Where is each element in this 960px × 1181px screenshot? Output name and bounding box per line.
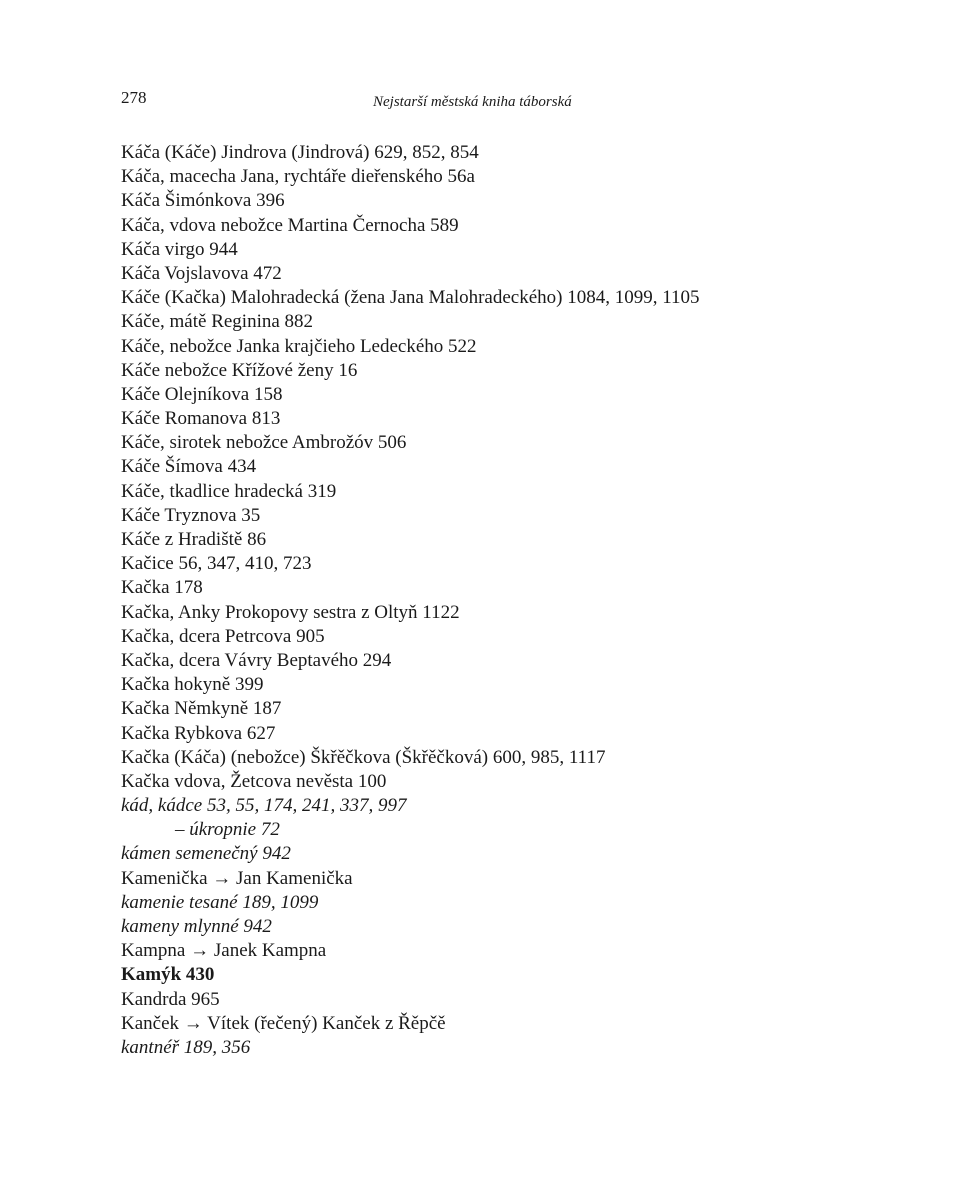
index-entry: kamenie tesané 189, 1099 bbox=[121, 891, 319, 913]
index-entry: Kačka Rybkova 627 bbox=[121, 722, 276, 744]
index-entry: Káče (Kačka) Malohradecká (žena Jana Malohradeckého) 1084, 1099, 1105 bbox=[121, 287, 700, 309]
page-number: 278 bbox=[121, 88, 147, 107]
index-entry-highlighted: Kamýk 430 bbox=[121, 964, 215, 986]
index-entry: Kamenička → Jan Kamenička bbox=[121, 867, 353, 889]
index-entry: Kanček → Vítek (řečený) Kanček z Řěpčě bbox=[121, 1012, 446, 1034]
index-entry: Kačka Němkyně 187 bbox=[121, 698, 282, 720]
index-entry: Káča virgo 944 bbox=[121, 238, 238, 260]
index-entry: Káča, macecha Jana, rychtáře dieřenského 56a bbox=[121, 166, 475, 188]
index-entry: Káče Tryznova 35 bbox=[121, 504, 261, 526]
index-entry: Kačka 178 bbox=[121, 577, 203, 599]
index-entry: Káče z Hradiště 86 bbox=[121, 529, 267, 550]
index-entry: Káče Šímova 434 bbox=[121, 456, 257, 478]
index-entry: Káče nebožce Křížové ženy 16 bbox=[121, 359, 358, 381]
index-entry: Káča Šimónkova 396 bbox=[121, 190, 285, 212]
running-header-title: Nejstarší městská kniha táborská bbox=[373, 94, 572, 110]
index-entry-list bbox=[121, 141, 881, 1060]
index-entry: Kačka, dcera Vávry Beptavého 294 bbox=[121, 649, 392, 671]
index-entry: kameny mlynné 942 bbox=[121, 916, 272, 937]
index-entry: Kačice 56, 347, 410, 723 bbox=[121, 553, 312, 575]
index-entry: Kampna → Janek Kampna bbox=[121, 940, 327, 962]
index-entry: Káče Olejníkova 158 bbox=[121, 383, 283, 405]
index-entry: Káče, sirotek nebožce Ambrožóv 506 bbox=[121, 432, 407, 454]
index-entry: Kačka, Anky Prokopovy sestra z Oltyň 1122 bbox=[121, 601, 460, 623]
index-entry: Kačka (Káča) (nebožce) Škřěčkova (Škřěčková) 600, 985, 1117 bbox=[121, 746, 606, 768]
index-entry: kámen semenečný 942 bbox=[121, 843, 291, 865]
index-entry: Kandrda 965 bbox=[121, 988, 220, 1010]
index-entry: Káče, mátě Reginina 882 bbox=[121, 311, 314, 333]
index-entry: Kačka hokyně 399 bbox=[121, 674, 264, 696]
index-entry: kád, kádce 53, 55, 174, 241, 337, 997 bbox=[121, 795, 407, 817]
index-entry: Kačka vdova, Žetcova nevěsta 100 bbox=[121, 770, 387, 792]
index-entry: kantnéř 189, 356 bbox=[121, 1036, 251, 1058]
index-entry: Káča (Káče) Jindrova (Jindrová) 629, 852, 854 bbox=[121, 142, 479, 163]
index-entry: Káče Romanova 813 bbox=[121, 408, 281, 430]
index-subentry: – úkropnie 72 bbox=[175, 819, 280, 841]
index-entry: Káča Vojslavova 472 bbox=[121, 262, 282, 284]
index-entry: Káče, tkadlice hradecká 319 bbox=[121, 480, 337, 502]
index-entry: Káča, vdova nebožce Martina Černocha 589 bbox=[121, 214, 459, 236]
index-entry: Káče, nebožce Janka krajčieho Ledeckého 522 bbox=[121, 335, 477, 357]
index-entry: Kačka, dcera Petrcova 905 bbox=[121, 625, 325, 647]
